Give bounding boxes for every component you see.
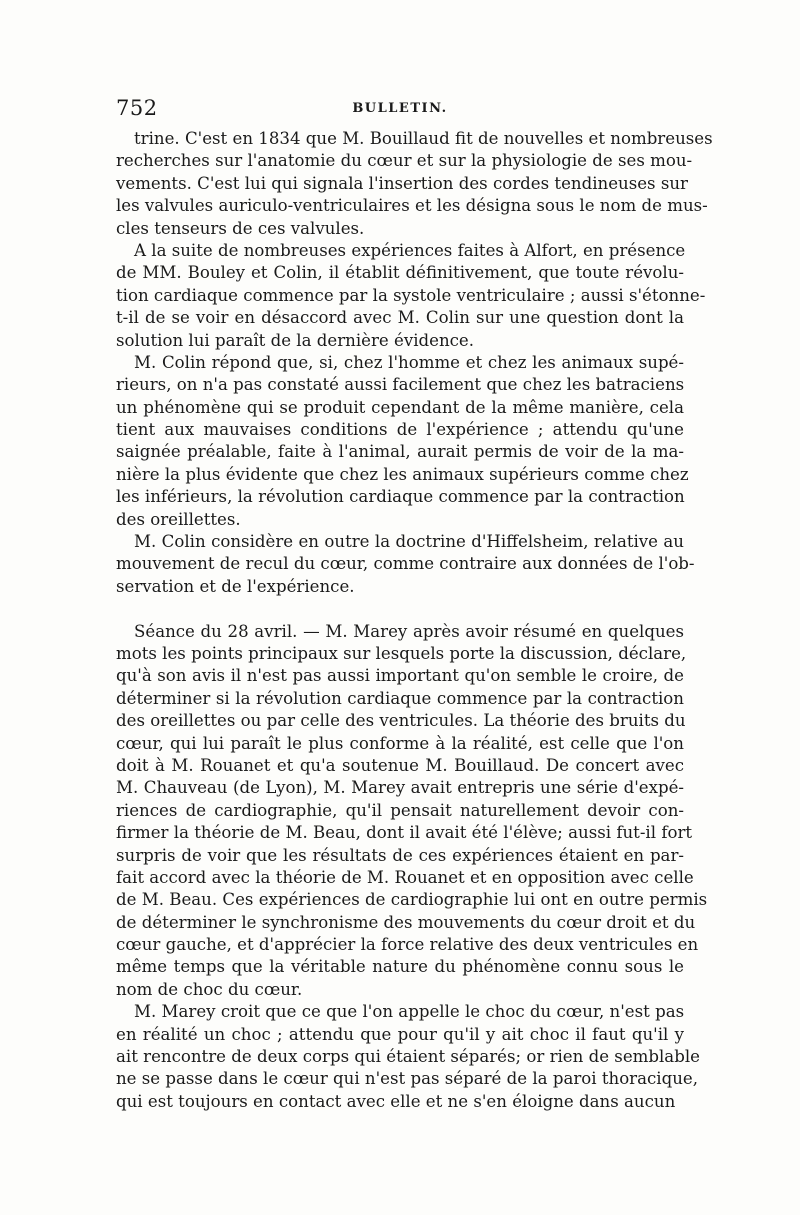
text-line: de MM. Bouley et Colin, il établit définitivement, que toute révolu- [116, 263, 684, 283]
text-line: en réalité un choc ; attendu que pour qu'il y ait choc il faut qu'il y [116, 1024, 684, 1044]
text-line: mots les points principaux sur lesquels porte la discussion, déclare, [116, 643, 687, 663]
text-line: déterminer si la révolution cardiaque commence par la contraction [116, 688, 684, 708]
text-line: un phénomène qui se produit cependant de la même manière, cela [116, 397, 684, 417]
paragraph [116, 128, 713, 240]
text-line: les valvules auriculo-ventriculaires et les désigna sous le nom de mus- [116, 196, 708, 216]
body-text [116, 128, 713, 1113]
paragraph [116, 352, 689, 531]
text-line: cœur gauche, et d'apprécier la force relative des deux ventricules en [116, 935, 699, 955]
text-line: cœur, qui lui paraît le plus conforme à la réalité, est celle que l'on [116, 733, 684, 753]
text-line: M. Colin considère en outre la doctrine d'Hiffelsheim, relative au [134, 532, 684, 552]
text-line: tient aux mauvaises conditions de l'expérience ; attendu qu'une [116, 420, 684, 440]
text-line: tion cardiaque commence par la systole ventriculaire ; aussi s'étonne- [116, 285, 706, 305]
text-line: M. Colin répond que, si, chez l'homme et chez les animaux supé- [134, 352, 684, 372]
text-line: nom de choc du cœur. [116, 979, 303, 999]
text-line: mouvement de recul du cœur, comme contraire aux données de l'ob- [116, 554, 695, 574]
text-line: de M. Beau. Ces expériences de cardiographie lui ont en outre permis [116, 890, 708, 910]
text-line: des oreillettes. [116, 509, 241, 529]
page-header [116, 96, 684, 120]
text-line: de déterminer le synchronisme des mouvements du cœur droit et du [116, 912, 696, 932]
paragraph [116, 240, 706, 352]
text-line: trine. C'est en 1834 que M. Bouillaud fit de nouvelles et nombreuses [134, 129, 713, 148]
text-line: ait rencontre de deux corps qui étaient séparés; or rien de semblable [116, 1047, 700, 1067]
text-line: solution lui paraît de la dernière évidence. [116, 330, 475, 350]
text-line: A la suite de nombreuses expériences faites à Alfort, en présence [134, 240, 686, 260]
text-line: qui est toujours en contact avec elle et ne s'en éloigne dans aucun [116, 1091, 676, 1111]
text-line: fait accord avec la théorie de M. Rouanet et en opposition avec celle [116, 867, 694, 887]
text-line: saignée préalable, faite à l'animal, aurait permis de voir de la ma- [116, 442, 684, 462]
paragraph [116, 621, 708, 1002]
text-line: Séance du 28 avril. — M. Marey après avoir résumé en quelques [134, 621, 684, 641]
text-line: servation et de l'expérience. [116, 576, 355, 596]
text-line: firmer la théorie de M. Beau, dont il avait été l'élève; aussi fut-il fort [116, 823, 693, 843]
running-title: BULLETIN. [352, 101, 448, 116]
paragraph-gap [116, 598, 684, 620]
text-line: surpris de voir que les résultats de ces expériences étaient en par- [116, 845, 684, 865]
text-line: riences de cardiographie, qu'il pensait naturellement devoir con- [116, 800, 684, 820]
text-line: M. Marey croit que ce que l'on appelle le choc du cœur, n'est pas [134, 1002, 685, 1022]
text-line: les inférieurs, la révolution cardiaque commence par la contraction [116, 487, 685, 507]
text-line: qu'à son avis il n'est pas aussi important qu'on semble le croire, de [116, 666, 684, 686]
page-number: 752 [116, 96, 158, 120]
text-line: rieurs, on n'a pas constaté aussi facilement que chez les batraciens [116, 375, 685, 395]
text-line: ne se passe dans le cœur qui n'est pas séparé de la paroi thoracique, [116, 1069, 699, 1089]
text-line: M. Chauveau (de Lyon), M. Marey avait entrepris une série d'expé- [116, 778, 684, 798]
paragraph [116, 531, 695, 598]
text-line: recherches sur l'anatomie du cœur et sur la physiologie de ses mou- [116, 151, 693, 171]
text-line: cles tenseurs de ces valvules. [116, 218, 365, 238]
text-line: doit à M. Rouanet et qu'a soutenue M. Bouillaud. De concert avec [116, 755, 684, 775]
text-line: même temps que la véritable nature du phénomène connu sous le [116, 957, 684, 977]
text-line: vements. C'est lui qui signala l'insertion des cordes tendineuses sur [116, 173, 688, 193]
text-line: des oreillettes ou par celle des ventricules. La théorie des bruits du [116, 711, 686, 731]
text-line: nière la plus évidente que chez les animaux supérieurs comme chez [116, 464, 689, 484]
paragraph [116, 1001, 700, 1113]
text-line: t-il de se voir en désaccord avec M. Colin sur une question dont la [116, 308, 684, 328]
